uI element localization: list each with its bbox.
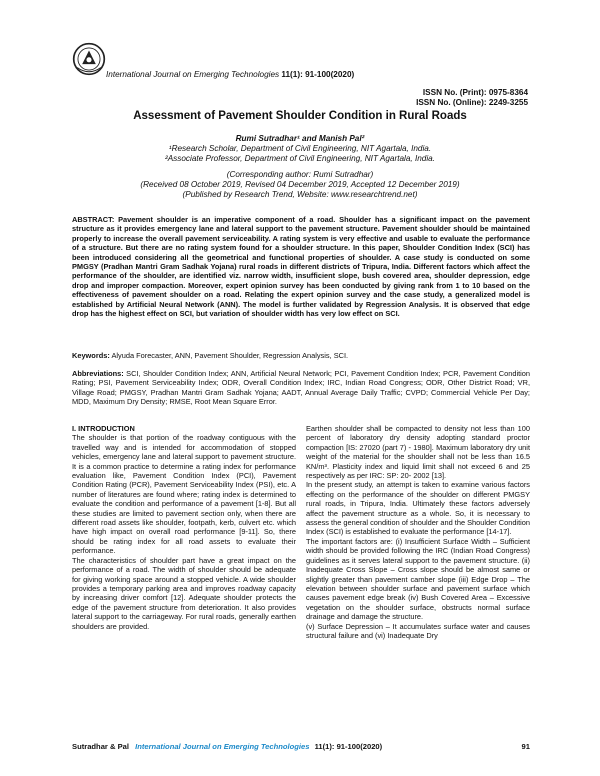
- corresponding-author: (Corresponding author: Rumi Sutradhar): [226, 170, 374, 179]
- journal-header: [106, 70, 354, 79]
- abbreviations: [72, 369, 530, 407]
- affiliation-1: ¹Research Scholar, Department of Civil Engineering, NIT Agartala, India.: [168, 144, 432, 153]
- paragraph: The characteristics of shoulder part have a great impact on the performance of a road. The width of shoulder should be adequate for giving working space around a stopped vehicle. A wide shoulder provides a temporary parking area and improves roadway capacity by increasing driver comfort [12]. Adequate shoulder protects the edge of the pavement structure from deterioration. It also provides lateral support to the carriageway. For rural roads, generally earthen shoulders are provided.: [72, 555, 296, 631]
- left-column: [72, 424, 296, 631]
- paragraph: (v) Surface Depression – It accumulates surface water and causes structural failure and (vi) Inadequate Dry: [306, 621, 530, 640]
- issn-online: ISSN No. (Online): 2249-3255: [416, 98, 528, 107]
- keywords-label: Keywords:: [72, 351, 110, 360]
- publisher-line: (Published by Research Trend, Website: www.researchtrend.net): [182, 190, 418, 199]
- received-dates: (Received 08 October 2019, Revised 04 December 2019, Accepted 12 December 2019): [140, 180, 460, 189]
- keywords: [72, 351, 530, 360]
- paragraph: The important factors are: (i) Insufficient Surface Width – Sufficient width should be provided following the IRC (Indian Road Congress) guidelines as it serves lateral support to the pavement structure. (ii) Inadequate Cross Slope – Cross slope should be almost same or slightly greater than pavement camber slope (iii) Edge Drop – The elevation between shoulder surface and pavement surface which causes pavement edge break (iv) Bush Covered Area – Excessive vegetation on the shoulder surface, obstructs normal surface drainage and damage the structure.: [306, 536, 530, 622]
- paper-title: Assessment of Pavement Shoulder Condition in Rural Roads: [133, 110, 467, 122]
- abbreviations-text: SCI, Shoulder Condition Index; ANN, Artificial Neural Network; PCI, Pavement Condition Index; PCR, Pavement Condition Rating; PSI, Pavement Serviceability Index; ODR, Overall Condition Index; IRC, Indian Road Congress; ODR, Other District Road; VR, Village Road; PMGSY, Pradhan Mantri Gram Sadhak Yojana; AADT, Annual Average Daily Traffic; CVPD; Commercial Vehicle Per Day; MDD, Maximum Dry Density; RMSE, Root Mean Square Error.: [72, 369, 531, 407]
- abstract: ABSTRACT: Pavement shoulder is an imperative component of a road. Shoulder has a significant impact on the pavement structure as it provides emergency lane and lateral support to the pavement structure. Pavement shoulder should be maintained properly to increase the overall pavement serviceability. A rating system is very effective and usable to evaluate the performance of a structure. But there are no rating system found for a shoulder structure. In this paper, Shoulder Condition Index (SCI) has been introduced considering all the geometrical and functional properties of shoulder. A case study is conducted on some PMGSY (Pradhan Mantri Gram Sadhak Yojana) rural roads in different districts of Tripura, India. Different factors which affect the performance of the shoulder, are identified viz. narrow width, insufficient slope, bush covered area, shoulder depression, edge drop and improper compaction. Moreover, expert opinion survey has been conducted by giving rank from 1 to 10 based on the effectiveness of pavement shoulder on a road. Relating the expert opinion survey and the case study, a generalized model is established by Artificial Neural Network (ANN). The model is further validated by Regression Analysis. It is observed that edge drop has the highest effect on SCI, but variation of shoulder width has very low effect on SCI.: [72, 215, 530, 319]
- journal-volume: 11(1): 91-100(2020): [281, 70, 355, 79]
- footer-authors: Sutradhar & Pal: [72, 742, 129, 751]
- footer-volume: 11(1): 91-100(2020): [314, 742, 383, 751]
- authors: Rumi Sutradhar¹ and Manish Pal²: [235, 134, 365, 143]
- page-footer: [72, 742, 530, 751]
- right-column: [306, 424, 530, 640]
- journal-name: International Journal on Emerging Technologies: [106, 70, 280, 79]
- page-number: 91: [521, 742, 530, 751]
- footer-journal-link[interactable]: International Journal on Emerging Technologies: [135, 742, 310, 751]
- paragraph: In the present study, an attempt is taken to examine various factors effecting on the performance of the shoulder on different PMGSY rural roads, in Tripura, India. Ultimately these factors adversely affect the pavement structure as a whole. So, it is necessary to assess the general condition of shoulder and the Shoulder Condition Index (SCI) is established to evaluate the performance [14-17].: [306, 480, 530, 537]
- paragraph: Earthen shoulder shall be compacted to density not less than 100 percent of laboratory dry density adopting standard proctor compaction [IS: 27020 (part 7) - 1980]. Maximum laboratory dry unit weight of the material for the shoulder shall not be less than 16.5 KN/m³. Plasticity index and liquid limit shall not exceed 6 and 25 respectively as per IRC: SP: 20- 2002 [13].: [306, 424, 530, 481]
- abbreviations-label: Abbreviations:: [72, 369, 124, 378]
- journal-logo-icon: [72, 42, 106, 76]
- keywords-text: Alyuda Forecaster, ANN, Pavement Shoulder, Regression Analysis, SCI.: [111, 351, 349, 360]
- paragraph: The shoulder is that portion of the roadway contiguous with the travelled way and is intended for accommodation of stopped vehicles, emergency lane and lateral support to pavement structure. It is a common practice to determine a rating index for performance evaluation like, Pavement Condition Index (PCI), Pavement Condition Rating (PCR), Pavement Serviceability Index (PSI), etc. A number of literatures are found where; rating index is determined to evaluate the condition and performance of a pavement [1-8]. But all these studies are limited to pavement section only, when there are different road assets like shoulder, footpath, kerb, culvert etc. which have high impact on overall road performance [9-11]. So, there should be rating index for all road assets to evaluate their performance.: [72, 433, 296, 556]
- section-heading: I. INTRODUCTION: [72, 424, 135, 433]
- issn-print: ISSN No. (Print): 0975-8364: [422, 88, 528, 97]
- affiliation-2: ²Associate Professor, Department of Civil Engineering, NIT Agartala, India.: [164, 154, 435, 163]
